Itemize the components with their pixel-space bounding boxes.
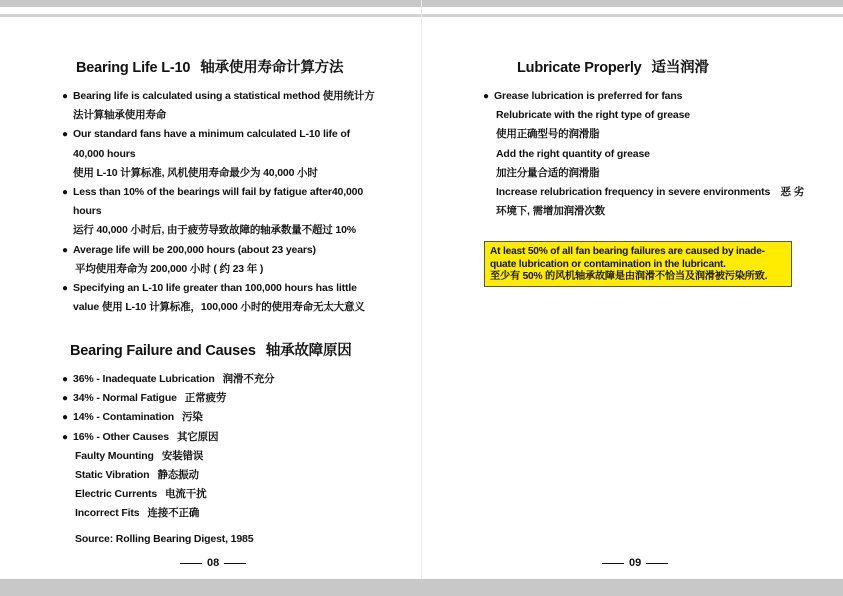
bullet-icon: ● bbox=[62, 244, 68, 256]
list-item-cont: Relubricate with the right type of grease bbox=[496, 109, 690, 122]
bullet-icon: ● bbox=[62, 374, 68, 385]
list-item-cont: 使用 L-10 计算标准, 风机使用寿命最少为 40,000 小时 bbox=[73, 166, 318, 179]
list-item-cont: hours bbox=[73, 205, 102, 218]
list-item-cont: 使用正确型号的润滑脂 bbox=[496, 128, 600, 141]
dash-rule bbox=[180, 563, 202, 564]
dash-rule bbox=[646, 563, 668, 564]
list-item: ● 16% - Other Causes 其它原因 bbox=[62, 428, 392, 447]
bullet-icon: ● bbox=[62, 393, 68, 405]
list-item-cont: 40,000 hours bbox=[73, 147, 136, 160]
list-item-cont: Add the right quantity of grease bbox=[496, 147, 650, 160]
list-item-cont: 运行 40,000 小时后, 由于疲劳导致故障的轴承数量不超过 10% bbox=[73, 224, 356, 237]
section-title-lubricate bbox=[517, 56, 709, 77]
sub-item: Incorrect Fits 连接不正确 bbox=[75, 507, 200, 520]
section-title-bearing-life bbox=[76, 56, 343, 77]
dash-rule bbox=[224, 563, 246, 564]
note-line: At least 50% of all fan bearing failures are caused by inade- bbox=[490, 246, 765, 257]
sub-item: Faulty Mounting 安装错误 bbox=[75, 449, 204, 462]
list-item: ● 36% - Inadequate Lubrication 润滑不充分 bbox=[62, 370, 392, 389]
sub-item: Electric Currents 电流干扰 bbox=[75, 488, 207, 501]
left-page bbox=[62, 0, 392, 596]
source-citation: Source: Rolling Bearing Digest, 1985 bbox=[75, 532, 254, 545]
highlight-note-box bbox=[484, 241, 792, 287]
note-line: 至少有 50% 的风机轴承故障是由润滑不恰当及润滑被污染所致. bbox=[490, 271, 768, 282]
list-item: ● Specifying an L-10 life greater than 100,000 hours has little bbox=[62, 279, 392, 298]
bullet-icon: ● bbox=[62, 186, 68, 198]
lubrication-list bbox=[483, 87, 813, 221]
bullet-icon: ● bbox=[62, 412, 68, 424]
failure-causes-list bbox=[62, 370, 392, 549]
list-item: ● Our standard fans have a minimum calculated L-10 life of bbox=[62, 125, 392, 144]
list-item-cont: value 使用 L-10 计算标准，100,000 小时的使用寿命无太大意义 bbox=[73, 301, 365, 314]
list-item-cont: 环境下, 需增加润滑次数 bbox=[496, 205, 606, 218]
list-item-cont: Increase relubrication frequency in severe environments 恶 劣 bbox=[496, 185, 805, 198]
bullet-icon: ● bbox=[483, 91, 489, 102]
bullet-icon: ● bbox=[62, 129, 68, 141]
bullet-icon: ● bbox=[62, 431, 68, 443]
section-title-bearing-failure bbox=[70, 339, 352, 360]
page-number-right: 09 bbox=[597, 557, 673, 569]
right-page bbox=[483, 0, 813, 596]
bullet-icon: ● bbox=[62, 282, 68, 294]
section-title-cn: 轴承故障原因 bbox=[265, 343, 352, 359]
dash-rule bbox=[602, 563, 624, 564]
list-item: ● Average life will be 200,000 hours (about 23 years) bbox=[62, 241, 392, 260]
list-item-cont: 加注分量合适的润滑脂 bbox=[496, 166, 600, 179]
section-title-en: Lubricate Properly bbox=[517, 60, 642, 76]
section-title-cn: 适当润滑 bbox=[651, 60, 709, 76]
list-item: ● Less than 10% of the bearings will fail by fatigue after40,000 bbox=[62, 183, 392, 202]
list-item: ● 14% - Contamination 污染 bbox=[62, 408, 392, 427]
list-item: ● Grease lubrication is preferred for fans bbox=[483, 87, 813, 106]
section-title-en: Bearing Life L-10 bbox=[76, 60, 191, 76]
page-gutter bbox=[421, 0, 422, 596]
list-item-cont: 平均使用寿命为 200,000 小时 ( 约 23 年 ) bbox=[75, 262, 264, 275]
bearing-life-list bbox=[62, 87, 392, 317]
bullet-icon: ● bbox=[62, 91, 68, 102]
list-item: ● 34% - Normal Fatigue 正常疲劳 bbox=[62, 389, 392, 408]
note-line: quate lubrication or contamination in the lubricant. bbox=[490, 258, 726, 270]
list-item-cont: 法计算轴承使用寿命 bbox=[73, 109, 167, 122]
page-number-left: 08 bbox=[175, 557, 251, 569]
list-item: ● Bearing life is calculated using a statistical method 使用统计方 bbox=[62, 87, 392, 106]
section-title-cn: 轴承使用寿命计算方法 bbox=[200, 60, 344, 76]
sub-item: Static Vibration 静态振动 bbox=[75, 468, 199, 481]
section-title-en: Bearing Failure and Causes bbox=[70, 343, 256, 359]
